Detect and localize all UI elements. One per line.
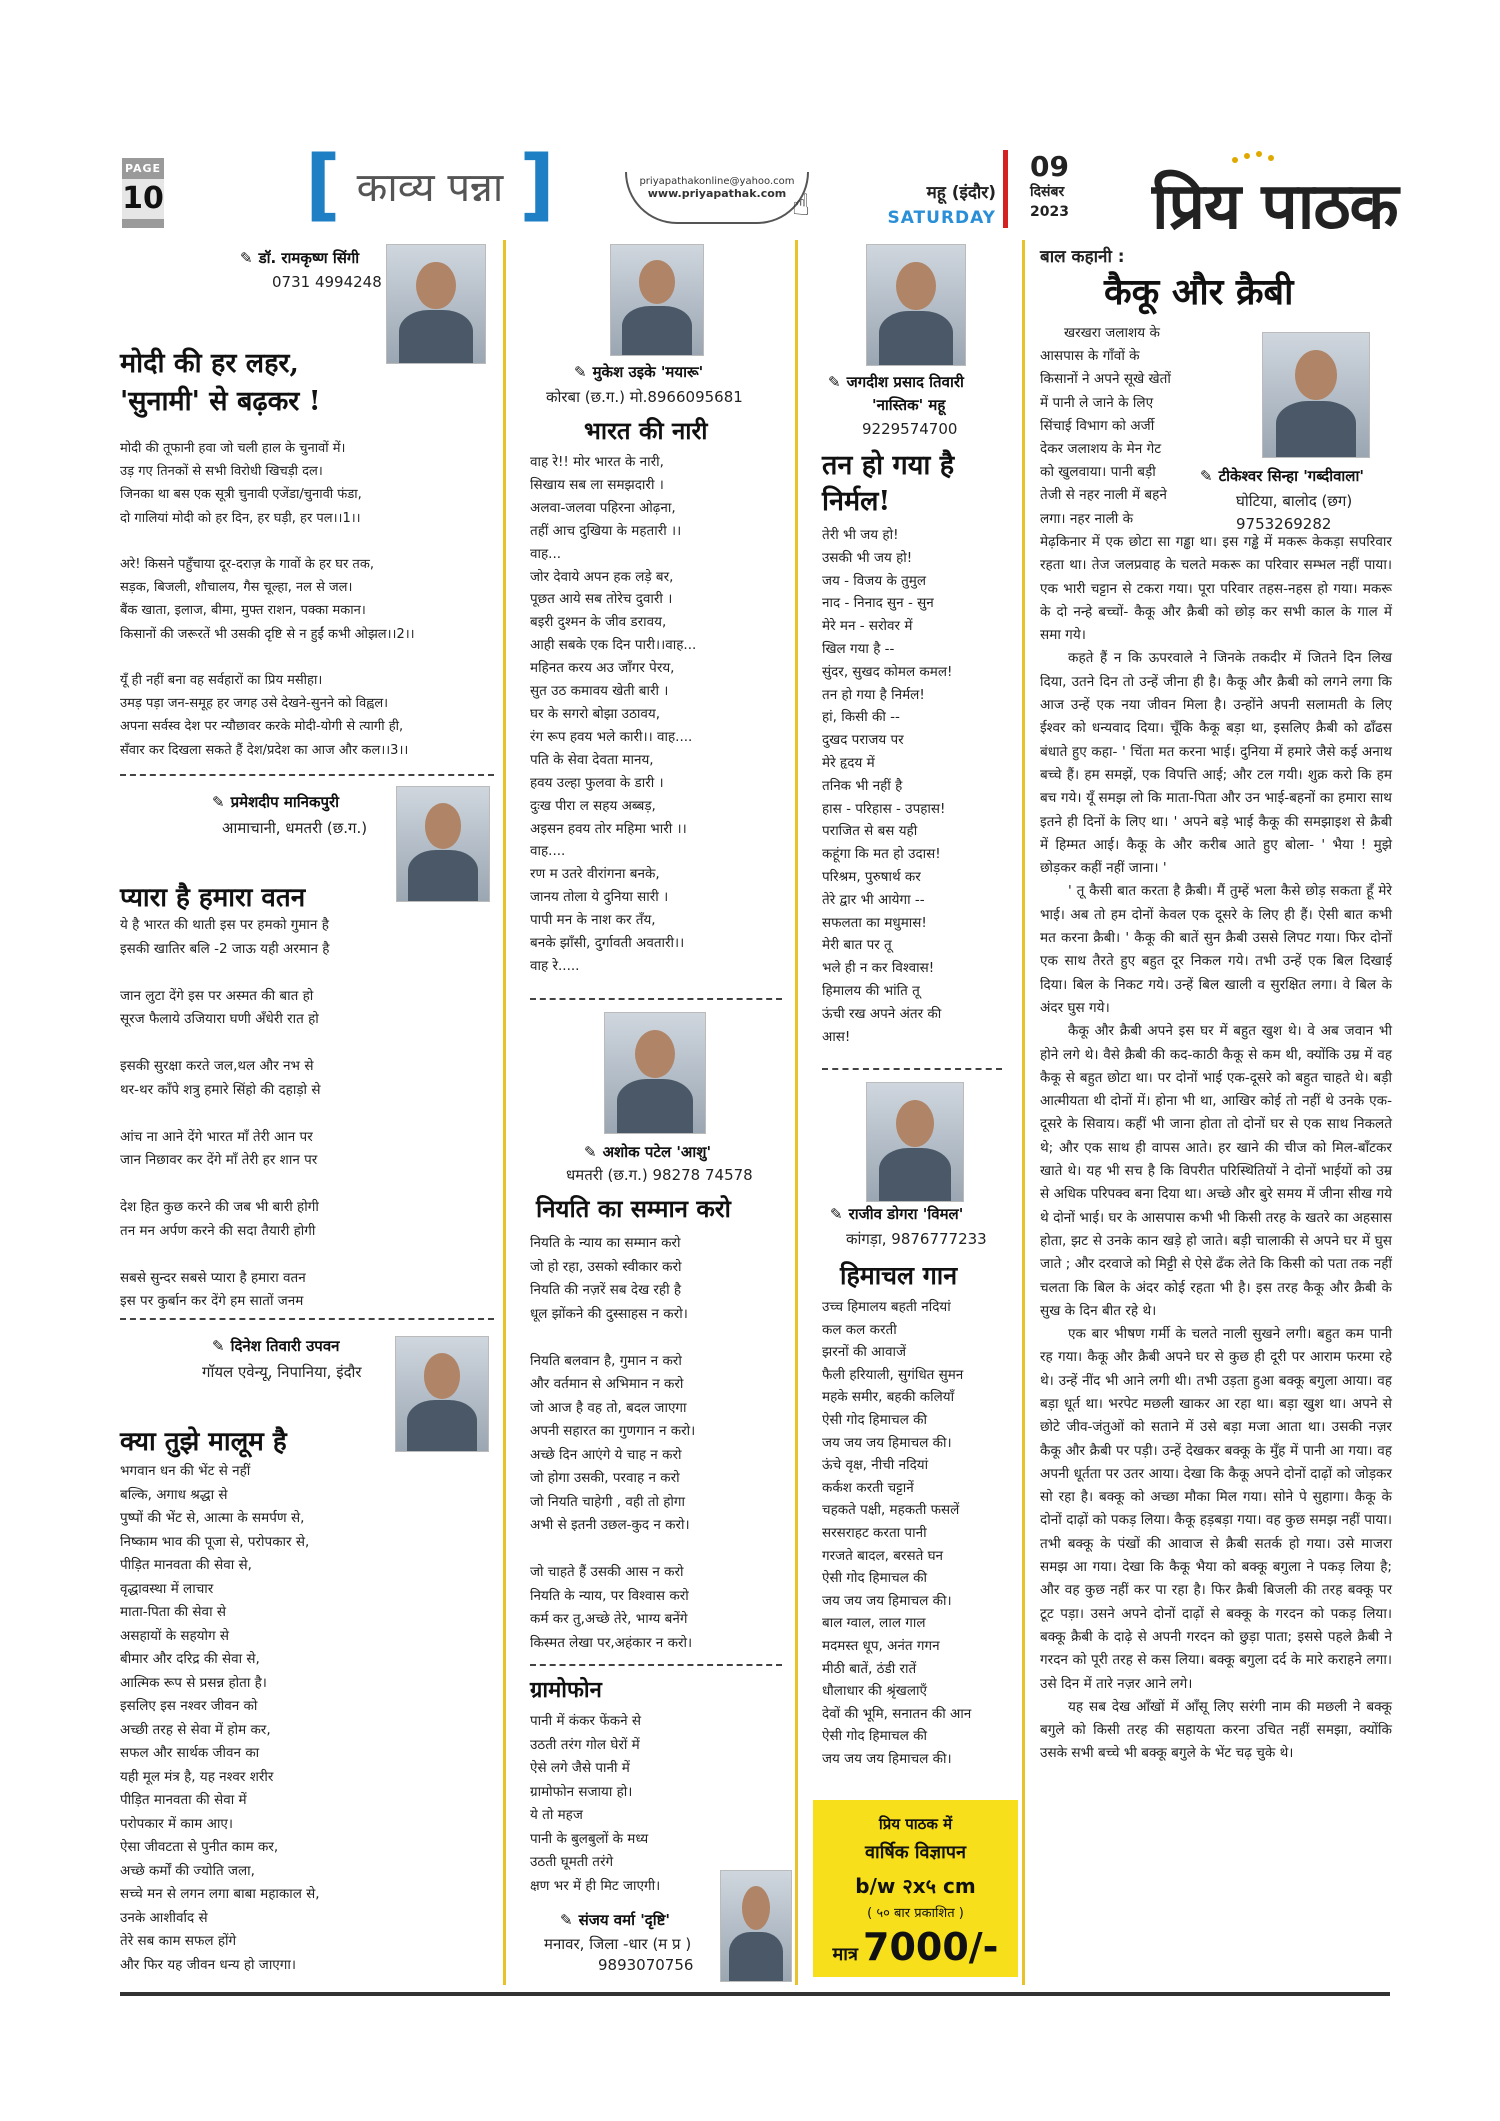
author-contact: 0731 4994248: [272, 273, 382, 291]
author-name: ✎ टीकेश्वर सिन्हा 'गब्दीवाला': [1200, 467, 1364, 485]
poem-title: मोदी की हर लहर, 'सुनामी' से बढ़कर !: [120, 348, 321, 417]
weekday: SATURDAY: [887, 208, 996, 228]
page-label: PAGE: [124, 162, 162, 175]
intro-line: में पानी ले जाने के लिए: [1040, 394, 1154, 411]
story-paragraph: यह सब देख आँखों में आँसू लिए सरंगी नाम की मछली ने बक्कू बगुले को किसी तरह की सहायता करना उचित नहीं समझा, क्योंकि उसके सभी बच्चे भी बक्कू बगुले के भेंट चढ़ चुके थे।: [1040, 1698, 1392, 1762]
author-name: ✎ डॉ. रामकृष्ण सिंगी: [240, 249, 360, 267]
intro-line: को खुलवाया। पानी बड़ी: [1040, 464, 1156, 481]
author-place: धमतरी (छ.ग.) 98278 74578: [566, 1166, 753, 1184]
author-place: घोटिया, बालोद (छग): [1236, 492, 1353, 510]
intro-line: आसपास के गाँवों के: [1040, 348, 1140, 365]
poem-title: क्या तुझे मालूम है: [120, 1427, 287, 1457]
author-place: गॉयल एवेन्यू, निपानिया, इंदौर: [202, 1363, 362, 1381]
intro-line: लगा। नहर नाली के: [1040, 510, 1134, 527]
price-prefix: मात्र: [832, 1944, 858, 1965]
page-number: 10: [122, 179, 164, 219]
masthead-logo: प्रिय पाठक: [1152, 169, 1398, 244]
poem-body: तेरी भी जय हो! उसकी भी जय हो! जय - विजय के तुमुल नाद - निनाद सुन - सुन मेरे मन - सरोवर में खिल गया है -- सुंदर, सुखद कोमल कमल! तन हो गया है निर्मल! हां, किसी की -- दुखद पराजय पर मेरे हृदय में तनिक भी नहीं है हास - परिहास - उपहास! पराजित से बस यही कहूंगा कि मत हो उदास! परिश्रम, पुरुषार्थ कर तेरे द्वार भी आयेगा -- सफलता का मधुमास! मेरी बात पर तू भले ही न कर विश्वास! हिमालय की भांति तू ऊंची रख अपने अंतर की आस!: [822, 527, 953, 1045]
section-divider: [120, 1318, 494, 1320]
pen-icon: ✎: [560, 1911, 573, 1929]
section-divider: [530, 998, 782, 1000]
poem-body: उच्च हिमालय बहती नदियां कल कल करती झरनों की आवाजें फैली हरियाली, सुगंधित सुमन महके समीर, बहकी कलियाँ ऐसी गोद हिमाचल की जय जय जय हिमाचल की। ऊंचे वृक्ष, नीची नदियां कर्कश करती चट्टानें चहकते पक्षी, महकती फसलें सरसराहट करता पानी गरजते बादल, बरसते घन ऐसी गोद हिमाचल की जय जय जय हिमाचल की। बाल ग्वाल, लाल गाल मदमस्त धूप, अनंत गगन मीठी बातें, ठंडी रातें धौलाधार की श्रृंखलाएँ देवों की भूमि, सनातन की आन ऐसी गोद हिमाचल की जय जय जय हिमाचल की।: [822, 1299, 972, 1767]
section-bracket-open: [: [305, 140, 341, 230]
author-alias: 'नास्तिक' महू: [872, 396, 946, 414]
date-year: 2023: [1030, 204, 1069, 220]
pen-icon: ✎: [828, 373, 841, 391]
story-intro: [1040, 322, 1192, 531]
intro-line: खरखरा जलाशय के: [1064, 325, 1160, 341]
author-name: ✎ दिनेश तिवारी उपवन: [212, 1337, 340, 1355]
ad-line: वार्षिक विज्ञापन: [865, 1842, 966, 1863]
edition-city: महू (इंदौर): [926, 183, 996, 203]
story-kicker: बाल कहानी :: [1040, 247, 1125, 267]
intro-line: देकर जलाशय के मेन गेट: [1040, 441, 1162, 458]
pen-icon: ✎: [584, 1143, 597, 1161]
ad-line: प्रिय पाठक में: [878, 1815, 953, 1833]
author-photo: [866, 1082, 964, 1202]
pointer-hand-icon: ☝: [792, 188, 811, 223]
column-rule-3: [1022, 240, 1025, 1985]
story-paragraph: एक बार भीषण गर्मी के चलते नाली सुखने लगी। बहुत कम पानी रह गया। कैकू और क्रैबी अपने घर से कुछ ही दूरी पर आराम फरमा रहे थे। उन्हें नींद भी आने लगी थी। तभी उड़ता हुआ बक्कू बगुला आया। वह बड़ा धूर्त था। भरपेट मछली खाकर आ रहा था। बड़ा खुश था। अपने से छोटे जीव-जंतुओं को सताने में उसे बड़ा मजा आता था। उसकी नज़र कैकू और क्रैबी पर पड़ी। उन्हें देखकर बक्कू के मुँह में पानी आ गया। वह अपनी धूर्तता पर उतर आया। देखा कि कैकू अपने दोनों दाढ़ों को जोड़कर सो रहा है। बक्कू को अच्छा मौका मिल गया। सोने पे सुहागा। कैकू के दोनों दाढ़ों को पकड़ लिया। कैकू हड़बड़ा गया। वह कुछ समझ नहीं पाया। तभी बक्कू के पंखों की आवाज से क्रैबी सतर्क हो गया। उसे माजरा समझ आ गया। देखा कि कैकू भैया को बक्कू बगुला ने पकड़ लिया है; और वह कुछ नहीं कर पा रहा है। फिर क्रैबी बिजली की तरह बक्कू पर टूट पड़ा। उसने अपने दोनों दाढ़ों से बक्कू के गरदन को पकड़ लिया। बक्कू क्रैबी के दाढ़े से अपनी गरदन को छुड़ा पाता; इससे पहले क्रैबी ने गरदन को पूरी तरह से कस लिया। बक्कू बगुला दर्द के मारे कराहने लगा। उसे दिन में तारे नज़र आने लगे।: [1040, 1326, 1392, 1692]
header-divider: [1003, 150, 1008, 228]
author-place: कांगड़ा, 9876777233: [846, 1230, 987, 1248]
author-photo: [395, 1336, 489, 1452]
website-arc: [625, 172, 809, 224]
story-body: [1040, 531, 1392, 1766]
intro-line: तेजी से नहर नाली में बहने: [1040, 487, 1167, 504]
bottom-rule: [120, 1992, 1390, 1996]
poem-title: हिमाचल गान: [840, 1261, 958, 1290]
date-day: 09: [1030, 150, 1069, 183]
poem-title: भारत की नारी: [584, 416, 708, 445]
poem-body: मोदी की तूफानी हवा जो चली हाल के चुनावों में। उड़ गए तिनकों से सभी विरोधी खिचड़ी दल। जिनका था बस एक सूत्री चुनावी एजेंडा/चुनावी फंडा, दो गालियां मोदी को हर दिन, हर घड़ी, हर पल।।1।। अरे! किसने पहुँचाया दूर-दराज़ के गावों के हर घर तक, सड़क, बिजली, शौचालय, गैस चूल्हा, नल से जल। बैंक खाता, इलाज, बीमा, मुफ्त राशन, पक्का मकान। किसानों की जरूरतें भी उसकी दृष्टि से न हुईं कभी ओझल।।2।। यूँ ही नहीं बना वह सर्वहारों का प्रिय मसीहा। उमड़ पड़ा जन-समूह हर जगह उसे देखने-सुनने को विह्वल। अपना सर्वस्व देश पर न्यौछावर करके मोदी-योगी से त्यागी ही, सँवार कर दिखला सकते हैं देश/प्रदेश का आज और कल।।3।।: [120, 441, 415, 758]
story-paragraph: कहते हैं न कि ऊपरवाले ने जिनके तकदीर में जितने दिन लिख दिया, उतने दिन तो उन्हें जीना ही है। कैकू और क्रैबी को लगने लगा कि आज उन्हें एक नया जीवन मिला है। उन्होंने अपनी सलामती के लिए ईश्वर को धन्यवाद दिया। चूँकि कैकू बड़ा था, इसलिए क्रैबी को ढाँढस बंधाते हुए कहा- ' चिंता मत करना भाई। दुनिया में हमारे जैसे कई अनाथ बच्चे हैं। हम समझें, एक विपत्ति आई; और टल गयी। शुक्र करो कि हम बच गये। यूँ समझ लो कि माता-पिता और उन भाई-बहनों का हमारा साथ इतने ही दिनों के लिए था। ' अपने बड़े भाई कैकू की समझाइश से क्रैबी में हिम्मत आई। कैकू के और करीब आते हुए बोला- ' भैया ! मुझे छोड़कर कहीं नहीं जाना। ': [1040, 650, 1392, 877]
page-badge: [122, 158, 164, 228]
column-rule-2: [795, 240, 798, 1985]
poem-title: ग्रामोफोन: [530, 1677, 602, 1703]
poem-body: पानी में कंकर फेंकने से उठती तरंग गोल घेरों में ऐसे लगे जैसे पानी में ग्रामोफोन सजाया हो। ये तो महज पानी के बुलबुलों के मध्य उठती घूमती तरंगे क्षण भर में ही मिट जाएगी।: [530, 1713, 661, 1894]
author-photo: [610, 244, 704, 356]
intro-line: किसानों ने अपने सूखे खेतों: [1040, 371, 1171, 388]
author-photo: [396, 786, 490, 902]
author-photo: [1262, 332, 1370, 458]
author-name: ✎ जगदीश प्रसाद तिवारी: [828, 373, 964, 391]
pen-icon: ✎: [240, 249, 253, 267]
author-name: ✎ राजीव डोगरा 'विमल': [830, 1205, 964, 1223]
author-contact: 9229574700: [862, 420, 958, 438]
ad-price: [813, 1925, 1018, 1969]
poem-body: वाह रे!! मोर भारत के नारी, सिखाय सब ला समझदारी । अलवा-जलवा पहिरना ओढ़ना, तहीं आच दुखिया के महतारी ।। वाह... जोर देवाये अपन हक लड़े बर, पूछत आये सब तोरेच दुवारी । बइरी दुश्मन के जीव डरावय, आही सबके एक दिन पारी।।वाह... महिनत करय अउ जाँगर पेरय, सुत उठ कमावय खेती बारी । घर के सगरो बोझा उठावय, रंग रूप हवय भले कारी।। वाह.... पति के सेवा देवता मानय, हवय उल्हा फुलवा के डारी । दुःख पीरा ल सहय अब्बड़, अइसन हवय तोर महिमा भारी ।। वाह.... रण म उतरे वीरांगना बनके, जानय तोला ये दुनिया सारी । पापी मन के नाश कर तँय, बनके झाँसी, दुर्गावती अवतारी।। वाह रे.....: [530, 454, 697, 974]
author-contact: 9753269282: [1236, 515, 1332, 533]
author-name: ✎ मुकेश उइके 'मयारू': [574, 363, 704, 381]
pen-icon: ✎: [212, 1337, 225, 1355]
ad-size: b/w २x५ cm: [855, 1874, 976, 1898]
story-title: कैकू और क्रैबी: [1104, 271, 1294, 313]
section-title: काव्य पन्ना: [356, 164, 504, 211]
author-name: ✎ प्रमेशदीप मानिकपुरी: [212, 793, 340, 811]
poem-title: प्यारा है हमारा वतन: [120, 883, 306, 913]
story-paragraph: ' तू कैसी बात करता है क्रैबी। मैं तुम्हें भला कैसे छोड़ सकता हूँ मेरे भाई। अब तो हम दोनों केवल एक दूसरे के लिए ही हैं। ऐसी बात कभी मत करना क्रैबी। ' कैकू की बातें सुन क्रैबी उससे लिपट गया। फिर दोनों एक साथ तैरते हुए बहुत दूर निकल गये। तभी उन्हें एक बिल दिखाई दिया। बिल के निकट गये। उन्हें बिल खाली व सुरक्षित लगा। वे बिल के अंदर घुस गये।: [1040, 883, 1392, 1016]
author-place: आमाचानी, धमतरी (छ.ग.): [222, 819, 368, 837]
date-month: दिसंबर: [1030, 184, 1065, 200]
section-divider: [822, 1068, 1002, 1070]
pen-icon: ✎: [1200, 467, 1213, 485]
poem-body: ये है भारत की थाती इस पर हमको गुमान है इसकी खातिर बलि -2 जाऊ यही अरमान है जान लुटा देंगे इस पर अस्मत की बात हो सूरज फैलाये उजियारा घणी अँधेरी रात हो इसकी सुरक्षा करते जल,थल और नभ से थर-थर काँपे शत्रु हमारे सिंहो की दहाड़ो से आंच ना आने देंगे भारत माँ तेरी आन पर जान निछावर कर देंगे माँ तेरी हर शान पर देश हित कुछ करने की जब भी बारी होगी तन मन अर्पण करने की सदा तैयारी होगी सबसे सुन्दर सबसे प्यारा है हमारा वतन इस पर कुर्बान कर देंगे हम सातों जनम: [120, 917, 330, 1309]
author-place: कोरबा (छ.ग.) मो.8966095681: [546, 388, 743, 406]
author-photo: [604, 1012, 706, 1134]
section-heading: [305, 140, 555, 230]
pen-icon: ✎: [212, 793, 225, 811]
poem-body: नियति के न्याय का सम्मान करो जो हो रहा, उसको स्वीकार करो नियति की नज़रें सब देख रही है धूल झोंकने की दुस्साहस न करो। नियति बलवान है, गुमान न करो और वर्तमान से अभिमान न करो जो आज है वह तो, बदल जाएगा अपनी सहारत का गुणगान न करो। अच्छे दिन आएंगे ये चाह न करो जो होगा उसकी, परवाह न करो जो नियति चाहेगी , वही तो होगा अभी से इतनी उछल-कुद न करो। जो चाहते हैं उसकी आस न करो नियति के न्याय, पर विश्वास करो कर्म कर तु,अच्छे तेरे, भाग्य बनेंगे किस्मत लेखा पर,अहंकार न करो।: [530, 1235, 696, 1651]
story-paragraph: मेढ़किनार में एक छोटा सा गड्ढा था। इस गड्ढे में मकरू केकड़ा सपरिवार रहता था। तेज जलप्रवाह के चलते मकरू का परिवार सम्भल नहीं पाया। एक भारी चट्टान से टकरा गया। पूरा परिवार तहस-नहस हो गया। मकरू के दो नन्हे बच्चों- कैकू और क्रैबी को छोड़ कर सभी काल के गाल में समा गये।: [1040, 534, 1392, 644]
intro-line: सिंचाई विभाग को अर्जी: [1040, 417, 1155, 434]
story-paragraph: कैकू और क्रैबी अपने इस घर में बहुत खुश थे। वे अब जवान भी होने लगे थे। वैसे क्रैबी की कद-काठी कैकू से कम थी, क्योंकि उम्र में वह कैकू से बहुत छोटा था। पर दोनों भाई एक-दूसरे को बहुत चाहते थे। बड़ी आत्मीयता थी दोनों में। होना भी था, आखिर कोई तो नहीं थे उनके एक-दूसरे के सिवाय। कहीं भी जाना होता तो दोनों घर से एक साथ निकलते थे; और एक साथ ही वापस आते। हर खाने की चीज को मिल-बाँटकर खाते थे। यह भी सच है कि विपरीत परिस्थितियों ने दोनों भाईयों को उम्र से अधिक परिपक्व बना दिया था। अच्छे और बुरे समय में जीना सीख गये थे दोनों भाई। घर के आसपास कभी भी किसी तरह के खतरे का अहसास होता, झट से उनके कान खड़े हो जाते। बड़ी चालाकी से अपने घर में घुस जाते ; और दरवाजे को मिट्टी से ऐसे ढँक लेते कि किसी को पता तक नहीं चलता कि बिल के अंदर कोई रहता भी है। इस तरह कैकू और क्रैबी के सुख के दिन बीत रहे थे।: [1040, 1023, 1392, 1319]
author-contact: 9893070756: [598, 1956, 694, 1974]
section-divider: [530, 1664, 782, 1666]
website-link[interactable]: www.priyapathak.com: [647, 187, 787, 200]
section-divider: [120, 774, 494, 776]
poem-body: भगवान धन की भेंट से नहीं बल्कि, अगाध श्रद्धा से पुष्पों की भेंट से, आत्मा के समर्पण से, निष्काम भाव की पूजा से, परोपकार से, पीड़ित मानवता की सेवा से, वृद्धावस्था में लाचार माता-पिता की सेवा से असहायों के सहयोग से बीमार और दरिद्र की सेवा से, आत्मिक रूप से प्रसन्न होता है। इसलिए इस नश्वर जीवन को अच्छी तरह से सेवा में होम कर, सफल और सार्थक जीवन का यही मूल मंत्र है, यह नश्वर शरीर पीड़ित मानवता की सेवा में परोपकार में काम आए। ऐसा जीवटता से पुनीत काम कर, अच्छे कर्मों की ज्योति जला, सच्चे मन से लगन लगा बाबा महाकाल से, उनके आशीर्वाद से तेरे सब काम सफल होंगे और फिर यह जीवन धन्य हो जाएगा।: [120, 1463, 320, 1973]
author-name: ✎ संजय वर्मा 'दृष्टि': [560, 1911, 670, 1929]
advertisement-box[interactable]: [813, 1800, 1018, 1977]
poem-title: तन हो गया है निर्मल!: [822, 450, 955, 517]
email-text: priyapathakonline@yahoo.com: [639, 176, 795, 187]
ad-note: ( ५० बार प्रकाशित ): [867, 1906, 964, 1921]
author-place: मनावर, जिला -धार (म प्र ): [544, 1935, 692, 1953]
author-photo: [866, 244, 966, 366]
author-name: ✎ अशोक पटेल 'आशु': [584, 1143, 712, 1161]
author-photo: [720, 1870, 792, 1982]
price-amount: 7000/-: [863, 1925, 999, 1969]
author-photo: [386, 244, 486, 364]
pen-icon: ✎: [574, 363, 587, 381]
pen-icon: ✎: [830, 1205, 843, 1223]
issue-date: [1030, 152, 1069, 222]
section-bracket-close: ]: [519, 140, 555, 230]
poem-title: नियति का सम्मान करो: [536, 1194, 731, 1223]
column-rule-1: [503, 240, 506, 1985]
